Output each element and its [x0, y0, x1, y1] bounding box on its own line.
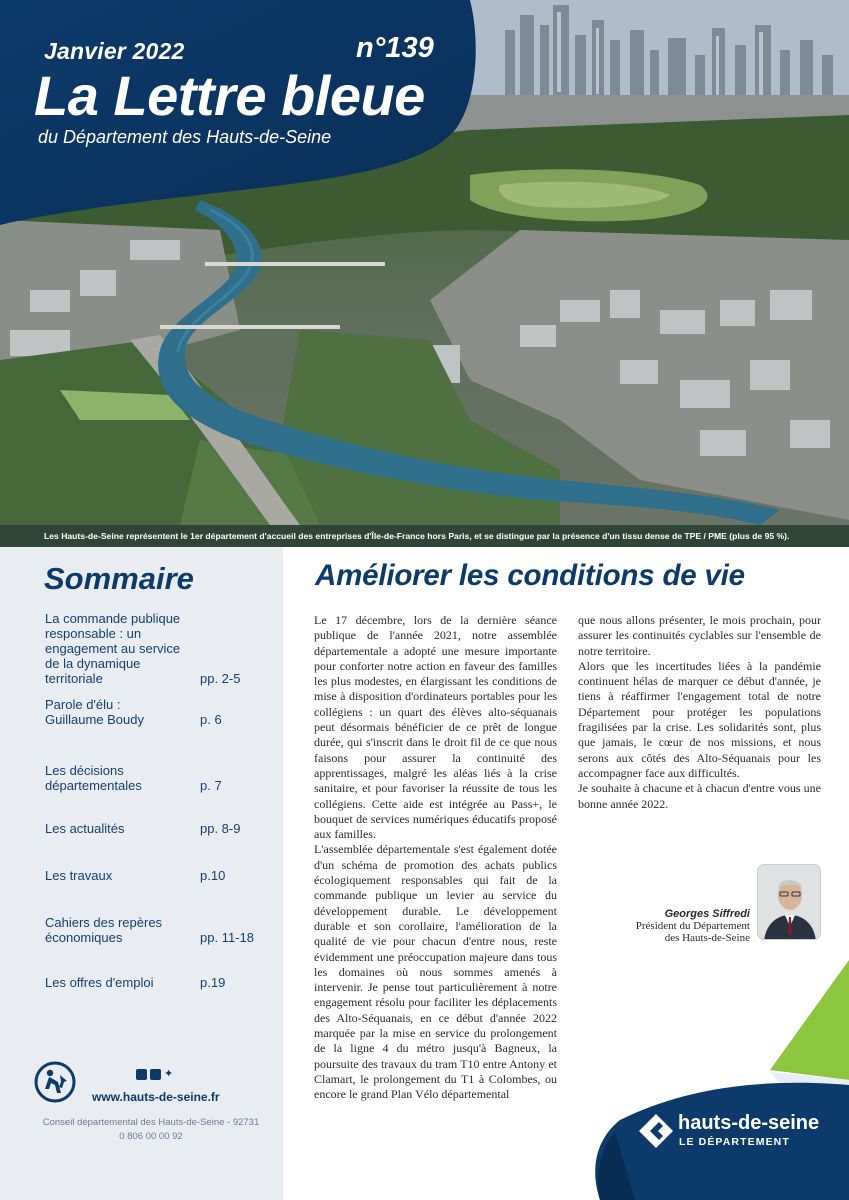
portrait-illustration: [758, 865, 821, 940]
signature: [560, 908, 750, 944]
toc-label: Parole d'élu : Guillaume Boudy: [45, 697, 144, 727]
toc-page: p. 6: [200, 712, 222, 727]
toc-page: p. 7: [200, 778, 222, 793]
social-icons: [136, 1069, 176, 1080]
signature-name: Georges Siffredi: [664, 908, 750, 920]
article-column-1: [314, 613, 557, 1103]
toc-label: Les offres d'emploi: [45, 975, 154, 990]
hauts-de-seine-logo[interactable]: [638, 1110, 828, 1154]
toc-label: Les travaux: [45, 868, 113, 883]
toc-item[interactable]: [45, 821, 255, 836]
brand-corner-shape: [560, 960, 849, 1200]
toc-label: Cahiers des repères économiques: [45, 915, 163, 945]
toc-page: pp. 11-18: [200, 930, 254, 945]
recycle-icon: [34, 1061, 76, 1103]
toc-item[interactable]: [45, 915, 255, 945]
sommaire-sidebar: [0, 547, 283, 1200]
toc-page: pp. 2-5: [200, 671, 241, 686]
facebook-icon[interactable]: [150, 1069, 161, 1080]
address: Conseil départemental des Hauts-de-Seine - 92731: [42, 1117, 260, 1128]
article-paragraph: que nous allons présenter, le mois prochain, pour assurer les continuités cyclables sur l'ensemble de notre territoire.: [578, 613, 821, 658]
newsletter-title: La Lettre bleue: [34, 64, 425, 127]
sidebar-footer: [0, 1055, 283, 1200]
toc-item[interactable]: [45, 763, 255, 793]
article-paragraph: Je souhaite à chacune et à chacun d'entre vous une bonne année 2022.: [578, 781, 821, 811]
twitter-icon[interactable]: ✦: [164, 1068, 174, 1080]
toc-item[interactable]: [45, 697, 255, 727]
article-paragraph: Le 17 décembre, lors de la dernière séance publique de l'année 2021, notre assemblée départementale a adopté une mesure importante pour conforter notre action en faveur des familles les plus modestes, en élargissant les conditions de mise à disposition d'ordinateurs portables pour les collégiens : un quart des élèves alto-séquanais peut désormais bénéficier de ce prêt de longue durée, qui s'inscrit dans le droit fil de ce que nous faisons pour assurer la continuité des apprentissages, malgré les aléas liés à la crise sanitaire, et pour favoriser la réussite de tous les collégiens. Cette aide est intégrée au Pass+, le bouquet de services numériques éducatifs proposé aux familles.: [314, 613, 557, 842]
article-column-2: [578, 613, 821, 812]
issue-date: Janvier 2022: [44, 38, 185, 64]
toc-item[interactable]: [45, 868, 255, 883]
signature-role: des Hauts-de-Seine: [664, 932, 750, 944]
brand-subtitle: LE DÉPARTEMENT: [679, 1136, 790, 1148]
toc-item[interactable]: [45, 975, 255, 990]
phone-number: 0 806 00 00 92: [119, 1131, 183, 1142]
article-paragraph: Alors que les incertitudes liées à la pandémie continuent hélas de marquer ce début d'année, je tiens à réaffirmer l'engagement total de notre Département pour protéger les populations fragilisées par la crise. Les solidarités sont, plus que jamais, le cœur de nos missions, et nous serons aux côtés des Alto-Séquanais pour les accompagner face aux difficultés.: [578, 658, 821, 780]
logo-mark-icon: [638, 1113, 674, 1149]
toc-item[interactable]: [45, 611, 255, 686]
toc-page: pp. 8-9: [200, 821, 241, 836]
signature-role: Président du Département: [635, 920, 750, 932]
article-paragraph: L'assemblée départementale s'est également dotée d'un schéma de promotion des achats publics écologiquement responsables qui fait de la commande publique un levier au service du développement durable. Le développement durable et son corollaire, l'amélioration de la qualité de vie pour chacun d'entre nous, reste évidemment une préoccupation majeure dans tous les domaines où nous sommes amenés à intervenir. Je pense tout particulièrement à notre engagement résolu pour faciliter les déplacements des Alto-Séquanais, en ce début d'année 2022 marquée par la mise en service du prolongement de la ligne 4 du métro jusqu'à Bagneux, la poursuite des travaux du tram T10 entre Antony et Clamart, le prolongement du T1 à Colombes, ou encore le grand Plan Vélo départemental: [314, 842, 557, 1102]
toc-page: p.19: [200, 975, 226, 990]
issue-number: n°139: [356, 32, 434, 64]
photo-caption: Les Hauts-de-Seine représentent le 1er département d'accueil des entreprises d'Île-de-France hors Paris, et se distingue par la présence d'un tissu dense de TPE / PME (plus de 95 %).: [0, 525, 849, 547]
author-portrait: [757, 864, 821, 940]
brand-name: hauts-de-seine: [678, 1112, 820, 1134]
toc-label: Les actualités: [45, 821, 125, 836]
instagram-icon[interactable]: [136, 1069, 147, 1080]
hero-photo: [0, 0, 849, 525]
toc-label: Les décisions départementales: [45, 763, 142, 793]
toc-page: p.10: [200, 868, 226, 883]
toc-label: La commande publique responsable : un engagement au service de la dynamique territoriale: [45, 611, 181, 686]
newsletter-subtitle: du Département des Hauts-de-Seine: [38, 127, 332, 147]
article-title: Améliorer les conditions de vie: [315, 559, 745, 592]
sommaire-title: Sommaire: [44, 561, 194, 596]
website-link[interactable]: www.hauts-de-seine.fr: [92, 1090, 220, 1104]
